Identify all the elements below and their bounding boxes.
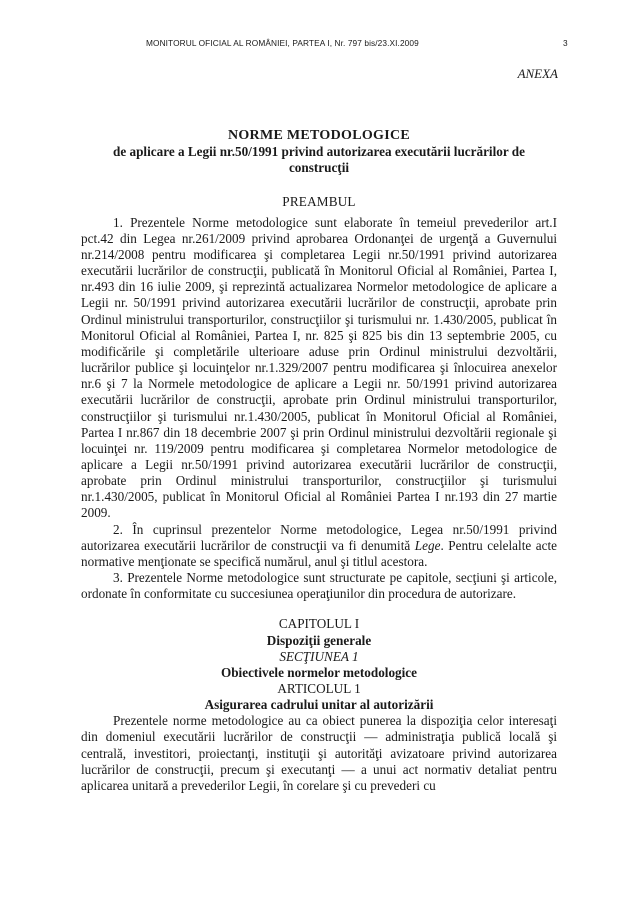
article-1-text: Prezentele norme metodologice au ca obiect punerea la dispoziţia celor interesaţi din domeniul executării lucrărilor de construcţii — administraţia publică locală şi centrală, investitori, proiectanţi, instituţii şi autorităţi avizatoare privind autorizarea lucrărilor de construcţii, precum şi executanţi — a unui act normativ detaliat pentru aplicarea unitară a prevederilor Legii, în corelare şi cu prevederi cu [81, 713, 557, 793]
article-name: Asigurarea cadrului unitar al autorizării [204, 697, 434, 713]
paragraph-1: 1. Prezentele Norme metodologice sunt elaborate în temeiul prevederilor art.I pct.42 din Legea nr.261/2009 privind aprobarea Ordonanţei de urgenţă a Guvernului nr.214/2008 pentru modificarea şi completarea Legii nr.50/1991 privind autorizarea executării lucrărilor de construcţii, publicată în Monitorul Oficial al României, Partea I, nr.493 din 16 iulie 2009, şi reprezintă actualizarea Normelor metodologice de aplicare a Legii nr. 50/1991 privind autorizarea executării lucrărilor de construcţii, aprobate prin Ordinul ministrului transporturilor, construcţiilor şi turismului nr. 1.430/2005, publicat în Monitorul Oficial al României, Partea I, nr. 825 şi 825 bis din 13 septembrie 2005, cu modificările şi completările ulterioare aduse prin Ordinul ministrului dezvoltării, lucrărilor publice şi locuinţelor nr.1.329/2007 pentru modificarea şi înlocuirea anexelor nr.6 şi 7 la Normele metodologice de aplicare a Legii nr. 50/1991 privind autorizarea executării lucrărilor de construcţii, aprobate prin Ordinul ministrului transporturilor, construcţiilor şi turismului nr.1.430/2005, publicat în Monitorul Oficial al României, Partea I nr.867 din 18 decembrie 2007 şi prin Ordinul ministrului dezvoltării regionale şi locuinţei nr. 119/2009 pentru modificarea şi completarea Normelor metodologice de aplicare a Legii nr.50/1991 privind autorizarea executării lucrărilor de construcţii, aprobate prin Ordinul ministrului transporturilor, construcţiilor şi turismului nr.1.430/2005, publicat în Monitorul Oficial al României Partea I nr.193 din 27 martie 2009. [81, 214, 557, 521]
chapter-name: Dispoziţii generale [266, 632, 372, 648]
annex-label: ANEXA [517, 66, 558, 81]
document-title: NORME METODOLOGICE [227, 128, 411, 143]
article-label: ARTICOLUL 1 [277, 681, 361, 696]
paragraph-3: 3. Prezentele Norme metodologice sunt structurate pe capitole, secţiuni şi articole, ordonate în conformitate cu succesiunea operaţiunilor din procedura de autorizare. [81, 570, 557, 602]
page-number: 3 [563, 38, 568, 48]
preamble-heading: PREAMBUL [282, 194, 356, 210]
chapter-label: CAPITOLUL I [278, 616, 360, 632]
defined-term-lege: Lege [414, 537, 441, 553]
document-subtitle: de aplicare a Legii nr.50/1991 privind autorizarea executării lucrărilor de construcţii [113, 144, 525, 176]
chapter-block [81, 616, 557, 794]
document-body [81, 128, 557, 794]
gazette-title: MONITORUL OFICIAL AL ROMÂNIEI, PARTEA I, Nr. 797 bis/23.XI.2009 [146, 38, 419, 48]
paragraph-2: 2. În cuprinsul prezentelor Norme metodologice, Legea nr.50/1991 privind autorizarea executării lucrărilor de construcţii va fi denumită Lege. Pentru celelalte acte normative menţionate se specifică numărul, anul şi titlul acestora. [81, 521, 557, 569]
section-name: Obiectivele normelor metodologice [220, 664, 418, 680]
section-label: SECŢIUNEA 1 [279, 648, 359, 664]
